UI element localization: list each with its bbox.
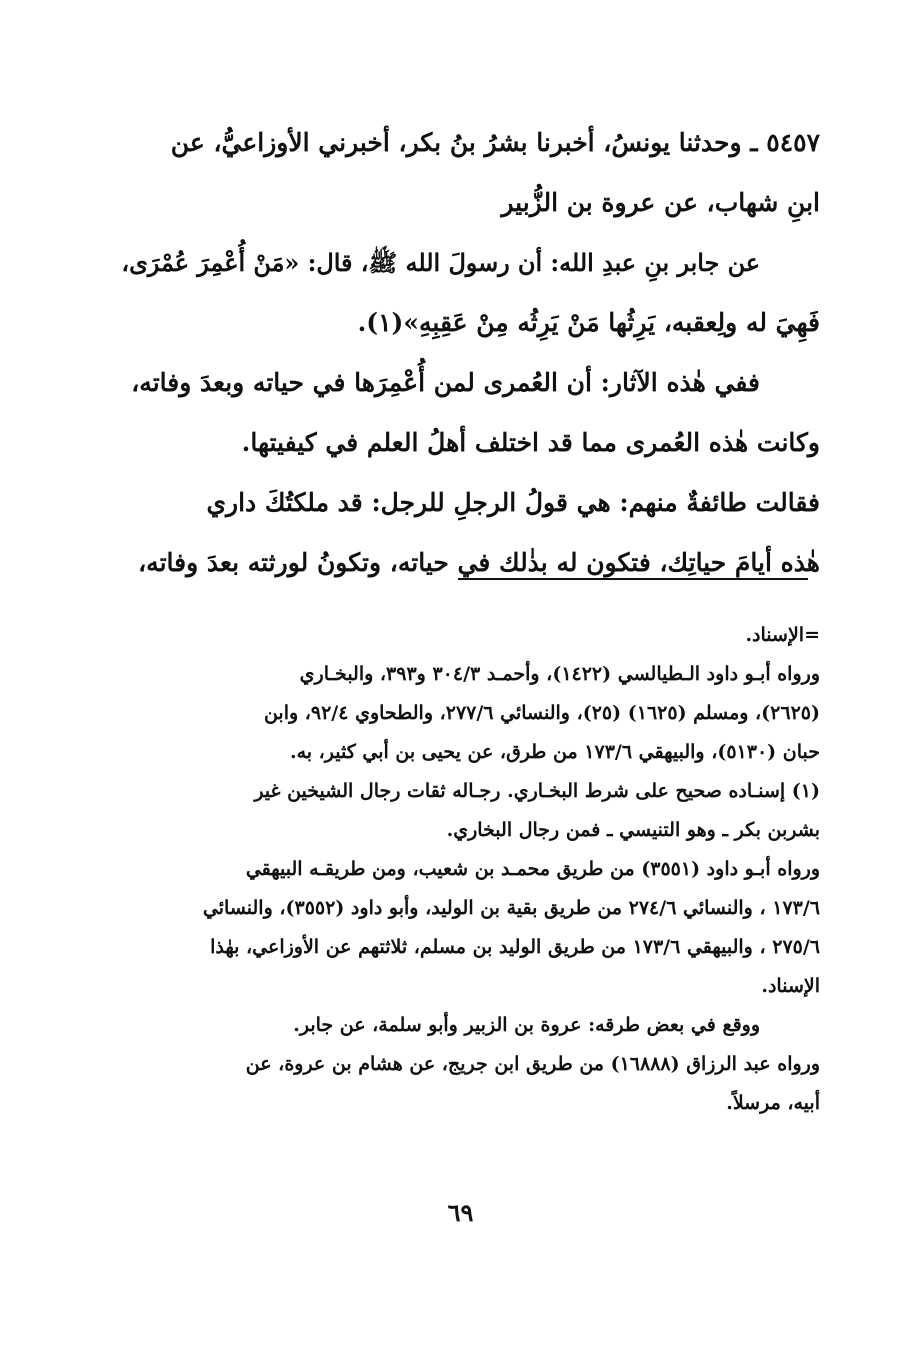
- razzaq-line: أبيه، مرسلاً.: [726, 1092, 820, 1114]
- waqa-line: ووقع في بعض طرقه: عروة بن الزبير وأبو سلمة، عن جابر.: [293, 1014, 760, 1036]
- taifa-line: فقالت طائفةٌ منهم: هي قولُ الرجلِ للرجل: قد ملكتُكَ داري: [206, 488, 820, 517]
- rawah-line: ٢٧٥/٦ ، والبيهقي ١٧٣/٦ من طريق الوليد بن مسلم، ثلاثتهم عن الأوزاعي، بهٰذا: [210, 936, 820, 958]
- rawah-line: ورواه أبـو داود (٣٥٥١) من طريق محمـد بن شعيب، ومن طريقـه البيهقي: [245, 858, 820, 880]
- jabir-paragraph: [108, 233, 820, 353]
- taifa-paragraph: [108, 473, 820, 593]
- hadith-line: ٥٤٥٧ ـ وحدثنا يونسُ، أخبرنا بشرُ بنُ بكر، أخبرني الأوزاعيُّ، عن: [170, 128, 820, 157]
- footnote-1-line: (١) إسنـاده صحيح على شرط البخـاري. رجـاله ثقات رجال الشيخين غير: [254, 780, 820, 802]
- jabir-line: فَهِيَ له ولِعقبه، يَرِثُها مَنْ يَرِثُه مِنْ عَقِبِهِ»(١).: [357, 308, 820, 337]
- rawah-line: ورواه أبـو داود الـطيالسي (١٤٢٢)، وأحمـد ٣٠٤/٣ و٣٩٣، والبخـاري: [299, 663, 820, 685]
- footnote-1-line: بشربن بكر ـ وهو التنيسي ـ فمن رجال البخاري.: [446, 819, 820, 841]
- athar-paragraph: [108, 353, 820, 473]
- main-text: [108, 113, 820, 593]
- footnotes: [108, 616, 820, 1123]
- page-number: ٦٩: [447, 1198, 474, 1227]
- isnad-continuation: =الإسناد.: [745, 624, 820, 646]
- razzaq-line: ورواه عبد الرزاق (١٦٨٨٨) من طريق ابن جريج، عن هشام بن عروة، عن: [245, 1053, 820, 1075]
- rawah-line: حبان (٥١٣٠)، والبيهقي ١٧٣/٦ من طرق، عن يحيى بن أبي كثير، به.: [289, 741, 820, 763]
- rawah-line: ١٧٣/٦ ، والنسائي ٢٧٤/٦ من طريق بقية بن الوليد، وأبو داود (٣٥٥٢)، والنسائي: [202, 897, 820, 919]
- jabir-line: عن جابر بنِ عبدِ الله: أن رسولَ الله ﷺ، قال: «مَنْ أُعْمِرَ عُمْرَى،: [121, 249, 760, 277]
- rawah-line: الإسناد.: [761, 975, 820, 997]
- footnote-separator: [458, 578, 808, 580]
- athar-line: ففي هٰذه الآثار: أن العُمرى لمن أُعْمِرَها في حياته وبعدَ وفاته،: [131, 368, 760, 397]
- taifa-line: هٰذه أيامَ حياتِك، فتكون له بذٰلك في حياته، وتكونُ لورثته بعدَ وفاته،: [138, 548, 820, 577]
- hadith-paragraph: [108, 113, 820, 233]
- hadith-line: ابنِ شهاب، عن عروة بن الزُّبير: [501, 188, 820, 217]
- rawah-line: (٢٦٢٥)، ومسلم (١٦٢٥) (٢٥)، والنسائي ٢٧٧/٦، والطحاوي ٩٢/٤، وابن: [263, 702, 820, 724]
- athar-line: وكانت هٰذه العُمرى مما قد اختلف أهلُ العلم في كيفيتها.: [241, 428, 820, 457]
